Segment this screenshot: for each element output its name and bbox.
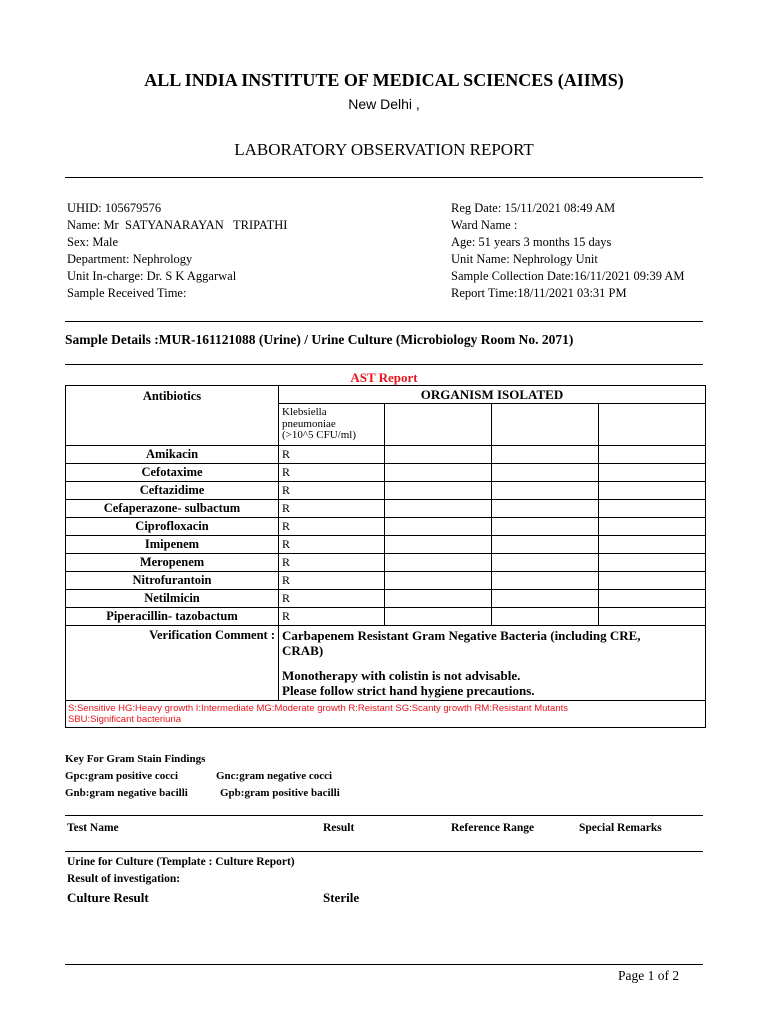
verification-label: Verification Comment : <box>66 626 279 701</box>
table-row <box>66 608 706 626</box>
legend-line: SBU:Significant bacteriuria <box>68 714 181 725</box>
reg-date: Reg Date: 15/11/2021 08:49 AM <box>451 201 616 215</box>
verification-row <box>66 626 706 701</box>
sample-received-time: Sample Received Time: <box>67 286 187 301</box>
patient-info-left <box>67 200 437 303</box>
col-special-remarks: Special Remarks <box>579 822 662 834</box>
antibiotic-name: Ceftazidime <box>66 482 279 500</box>
antibiotic-result: R <box>279 500 385 518</box>
antibiotic-name: Piperacillin- tazobactum <box>66 608 279 626</box>
comment-line: Carbapenem Resistant Gram Negative Bacteria (including CRE, <box>282 628 641 643</box>
antibiotic-result: R <box>279 572 385 590</box>
gram-key-title: Key For Gram Stain Findings <box>65 753 206 765</box>
organism-isolated-header: ORGANISM ISOLATED <box>279 386 706 404</box>
divider <box>65 851 703 852</box>
divider <box>65 321 703 322</box>
culture-result-label: Culture Result <box>67 890 149 905</box>
organism-empty <box>492 404 599 446</box>
culture-template: Urine for Culture (Template : Culture Report) <box>67 856 295 868</box>
sample-details: Sample Details :MUR-161121088 (Urine) / Urine Culture (Microbiology Room No. 2071) <box>65 332 574 347</box>
uhid: UHID: 105679576 <box>67 201 162 215</box>
table-row <box>66 518 706 536</box>
antibiotic-result: R <box>279 446 385 464</box>
patient-age: Age: 51 years 3 months 15 days <box>451 235 612 250</box>
col-result: Result <box>323 822 355 834</box>
culture-result-value: Sterile <box>323 890 360 905</box>
antibiotic-name: Netilmicin <box>66 590 279 608</box>
antibiotic-result: R <box>279 608 385 626</box>
ast-header-row <box>66 386 706 404</box>
col-test-name: Test Name <box>67 822 119 834</box>
unit-name: Unit Name: Nephrology Unit <box>451 252 598 267</box>
table-row <box>66 572 706 590</box>
table-row <box>66 464 706 482</box>
antibiotic-name: Cefaperazone- sulbactum <box>66 500 279 518</box>
ast-legend <box>66 701 706 728</box>
comment-line: Monotherapy with colistin is not advisable. <box>282 668 521 683</box>
antibiotic-result: R <box>279 518 385 536</box>
table-row <box>66 482 706 500</box>
ward-name: Ward Name : <box>451 218 518 233</box>
patient-info-right <box>451 200 711 303</box>
patient-sex: Sex: Male <box>67 235 119 250</box>
divider <box>65 177 703 178</box>
antibiotic-result: R <box>279 590 385 608</box>
antibiotic-name: Nitrofurantoin <box>66 572 279 590</box>
organism-species: pneumoniae <box>282 417 336 430</box>
divider <box>65 364 703 365</box>
ast-report-title: AST Report <box>350 370 418 385</box>
antibiotic-result: R <box>279 464 385 482</box>
department: Department: Nephrology <box>67 252 193 267</box>
col-reference-range: Reference Range <box>451 822 535 834</box>
organism-empty <box>385 404 492 446</box>
table-row <box>66 446 706 464</box>
antibiotic-result: R <box>279 482 385 500</box>
institute-name: ALL INDIA INSTITUTE OF MEDICAL SCIENCES (AIIMS) <box>144 70 624 90</box>
antibiotics-header: Antibiotics <box>66 386 279 446</box>
gram-key-gpc: Gpc:gram positive cocci <box>65 770 179 782</box>
table-row <box>66 500 706 518</box>
antibiotic-name: Ciprofloxacin <box>66 518 279 536</box>
antibiotic-result: R <box>279 536 385 554</box>
sample-collection-date: Sample Collection Date:16/11/2021 09:39 AM <box>451 269 685 284</box>
comment-line: CRAB) <box>282 643 324 658</box>
gram-key-gpb: Gpb:gram positive bacilli <box>220 787 340 799</box>
ast-table <box>65 385 706 728</box>
report-time: Report Time:18/11/2021 03:31 PM <box>451 286 627 301</box>
city: New Delhi , <box>348 96 420 112</box>
verification-comment <box>279 626 706 701</box>
patient-name: Name: Mr SATYANARAYAN TRIPATHI <box>67 218 288 233</box>
table-row <box>66 554 706 572</box>
antibiotic-name: Imipenem <box>66 536 279 554</box>
comment-line: Please follow strict hand hygiene precautions. <box>282 683 535 698</box>
antibiotic-name: Meropenem <box>66 554 279 572</box>
gram-key-gnc: Gnc:gram negative cocci <box>216 770 333 782</box>
antibiotic-name: Cefotaxime <box>66 464 279 482</box>
page-number: Page 1 of 2 <box>618 968 680 983</box>
table-row <box>66 590 706 608</box>
antibiotic-name: Amikacin <box>66 446 279 464</box>
result-of-investigation: Result of investigation: <box>67 873 181 885</box>
legend-line: S:Sensitive HG:Heavy growth I:Intermediate MG:Moderate growth R:Reistant SG:Scanty growth RM:Resistant Mutants <box>68 703 569 714</box>
legend-row <box>66 701 706 728</box>
organism-name <box>279 404 385 446</box>
divider <box>65 815 703 816</box>
organism-genus: Klebsiella <box>282 406 327 418</box>
table-row <box>66 536 706 554</box>
divider <box>65 964 703 965</box>
gram-key-gnb: Gnb:gram negative bacilli <box>65 787 188 799</box>
organism-count: (>10^5 CFU/ml) <box>282 429 357 441</box>
organism-empty <box>599 404 706 446</box>
antibiotic-result: R <box>279 554 385 572</box>
comment-spacer <box>282 658 702 668</box>
unit-incharge: Unit In-charge: Dr. S K Aggarwal <box>67 269 237 284</box>
report-title: LABORATORY OBSERVATION REPORT <box>234 140 534 159</box>
